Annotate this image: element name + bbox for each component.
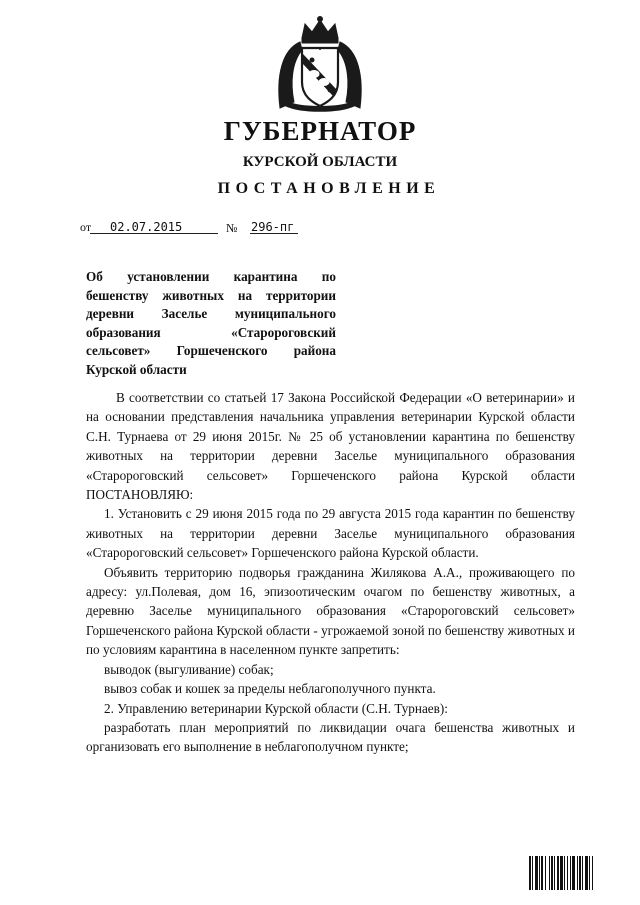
number-underline [250, 233, 298, 234]
date-underline [90, 233, 218, 234]
barcode-icon [529, 856, 625, 890]
coat-of-arms-icon [272, 16, 368, 114]
resolution-title: Об установлении карантина по бешенству животных на территории деревни Заселье муниципального образования «Старороговский сельсовет» Горшеченского района Курской области [86, 269, 336, 377]
region-subtitle: КУРСКОЙ ОБЛАСТИ [242, 154, 398, 170]
governor-title: ГУБЕРНАТОР [223, 116, 417, 146]
paragraph-item-1: 1. Установить с 29 июня 2015 года по 29 августа 2015 года карантин по бешенству животных на территории деревни Заселье муниципального образования «Старороговский сельсовет» Горшеченского района Курской области. [86, 506, 575, 561]
document-date-value: 02.07.2015 [110, 220, 183, 234]
number-prefix: № [226, 221, 238, 235]
paragraph-ban-walking: выводок (выгуливание) собак; [104, 661, 274, 677]
paragraph-ban-export: вывоз собак и кошек за пределы неблагополучного пункта. [104, 681, 436, 697]
paragraph-plan: разработать план мероприятий по ликвидации очага бешенства животных и организовать его выполнение в неблагополучном пункте; [86, 719, 575, 755]
document-number-value: 296-пг [251, 220, 295, 234]
paragraph-preamble: В соответствии со статьей 17 Закона Российской Федерации «О ветеринарии» и на основании представления начальника управления ветеринарии Курской области С.Н. Турнаева от 29 июня 2015г. № 25 об установлении карантина по бешенству животных на территории деревни Заселье муниципального образования «Старороговский сельсовет» Горшеченского района Курской области ПОСТАНОВЛЯЮ: [86, 390, 575, 503]
paragraph-declare: Объявить территорию подворья гражданина Жилякова А.А., проживающего по адресу: ул.Полевая, дом 16, эпизоотическим очагом по бешенству животных, а деревню Заселье муниципального образования «Старороговский сельсовет» Горшеченского района Курской области - угрожаемой зоной по бешенству животных и по условиям карантина в населенном пункте запретить: [86, 564, 575, 658]
paragraph-item-2: 2. Управлению ветеринарии Курской области (С.Н. Турнаев): [104, 700, 448, 716]
date-prefix: от [80, 220, 92, 234]
document-type: ПОСТАНОВЛЕНИЕ [217, 180, 441, 197]
resolution-body [86, 388, 575, 757]
